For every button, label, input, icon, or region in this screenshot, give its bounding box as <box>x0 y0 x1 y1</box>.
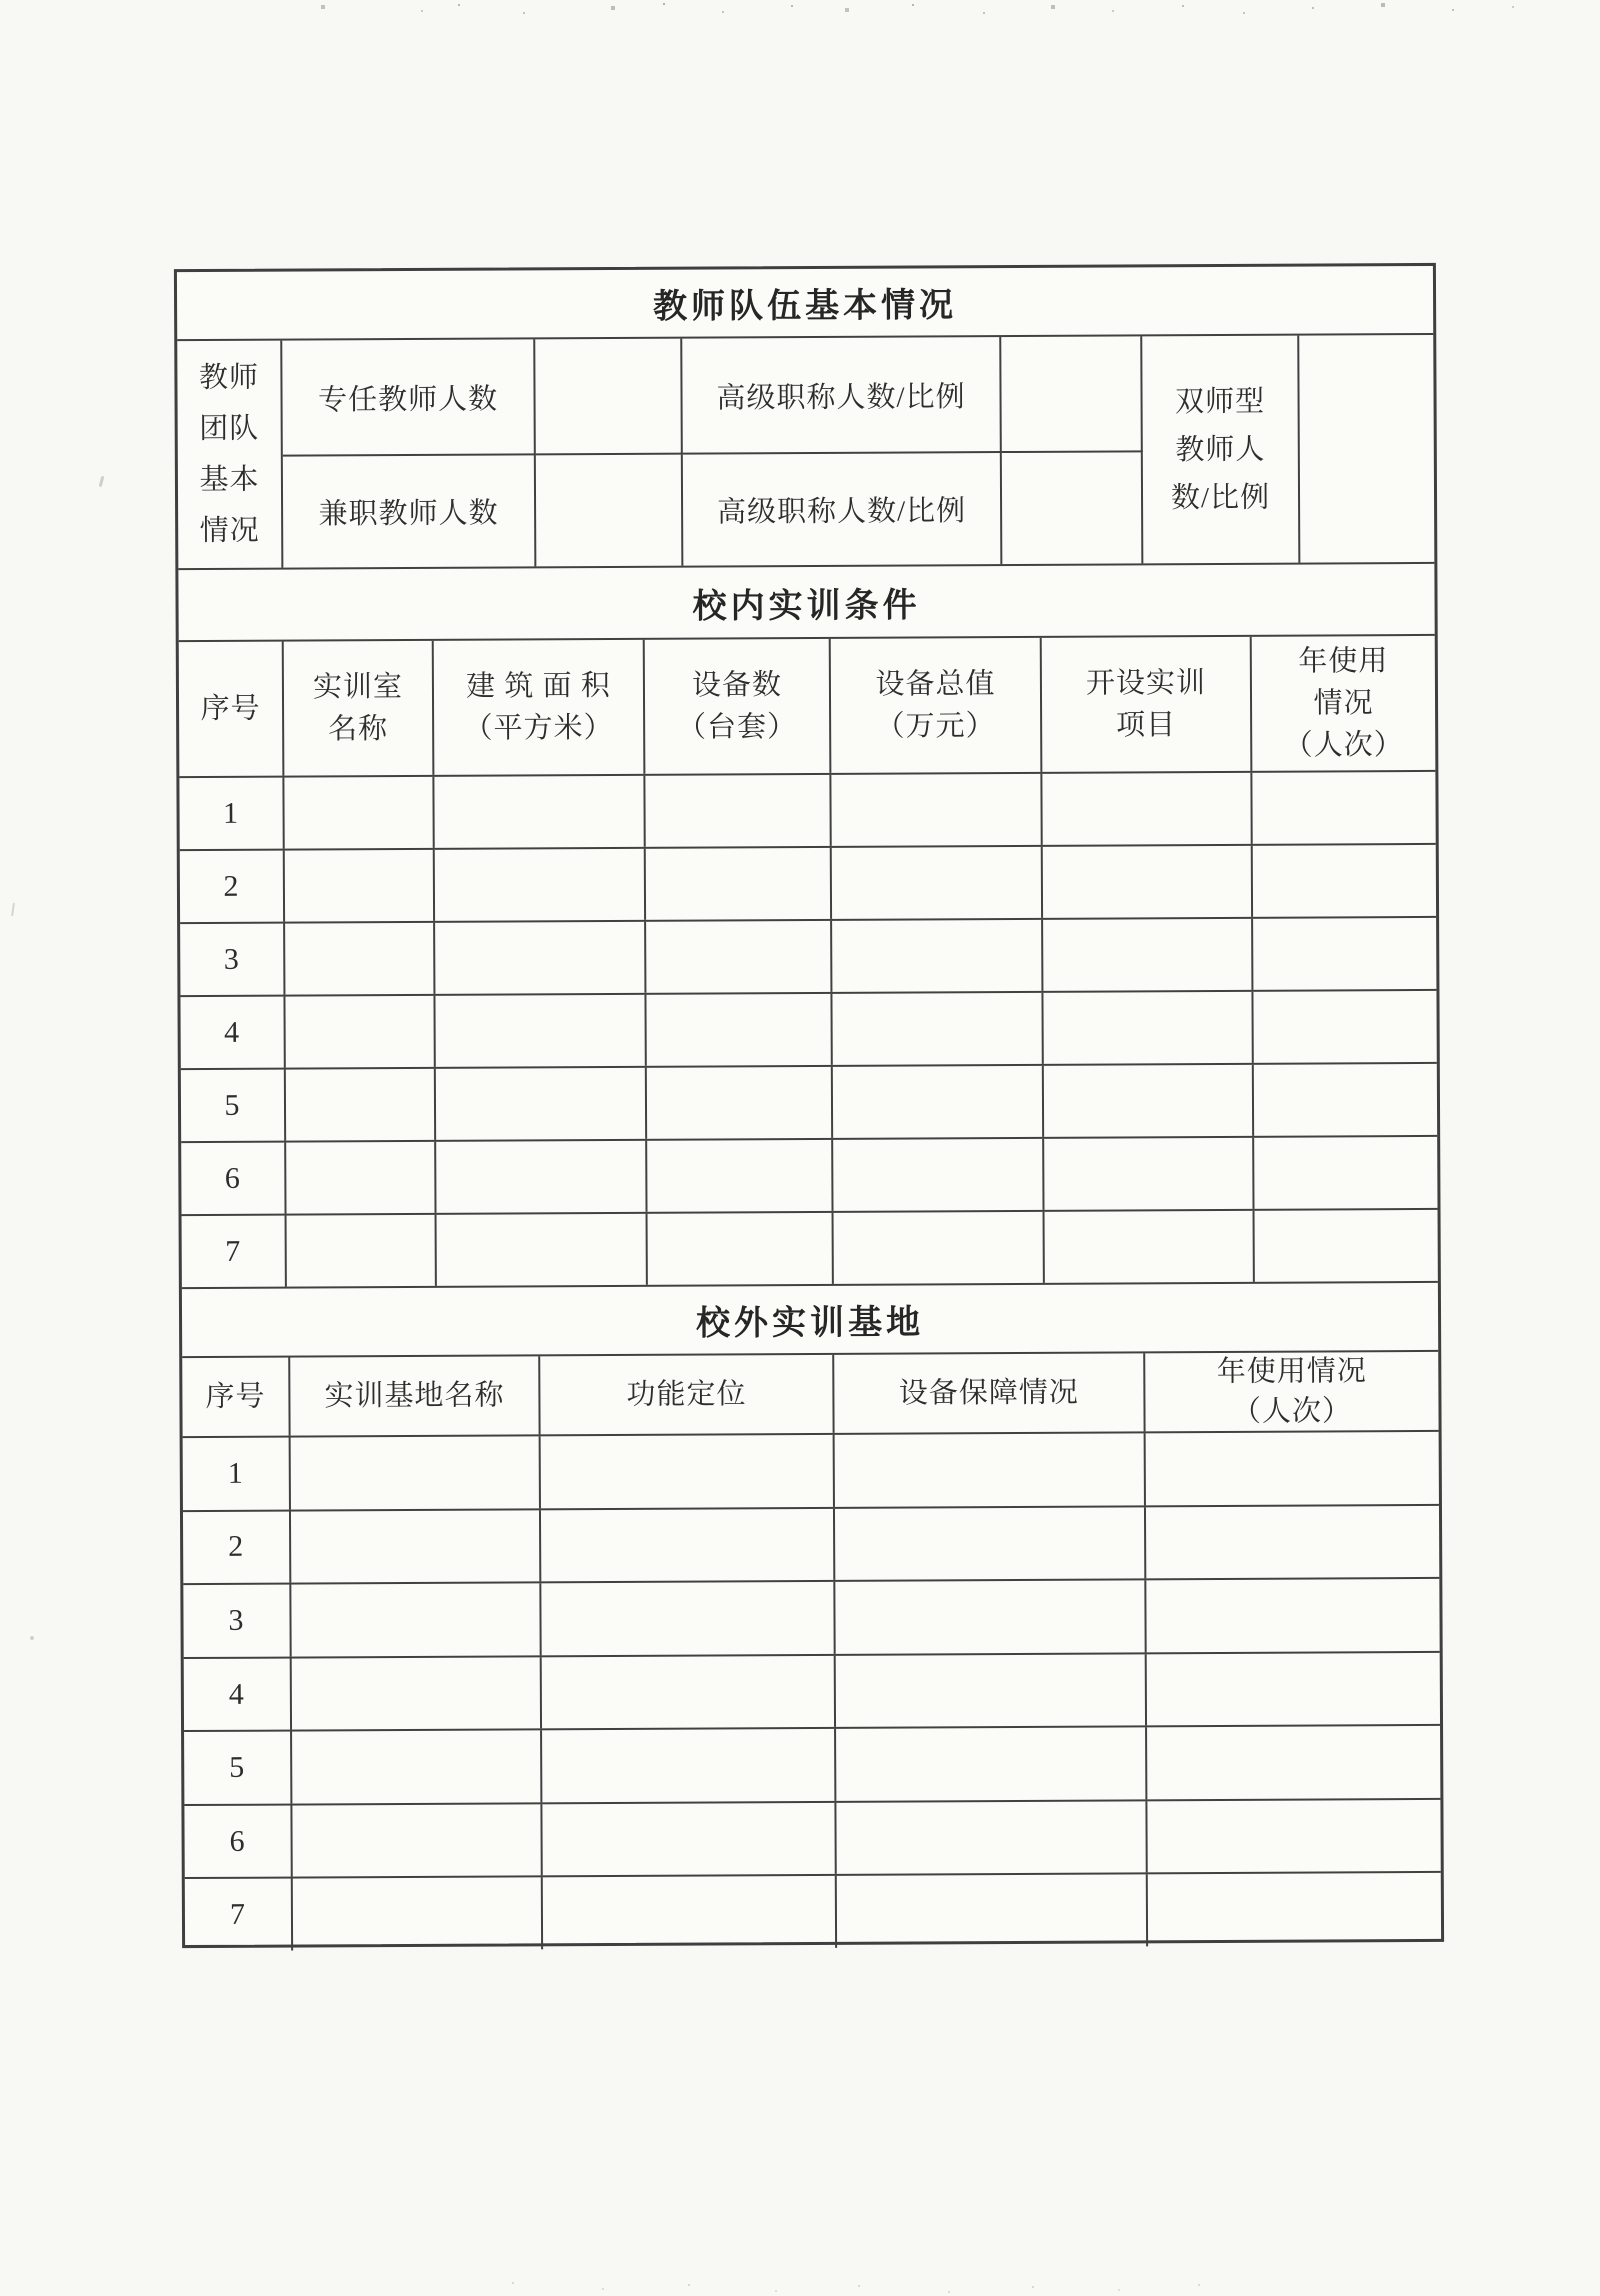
annual-usage-cell <box>1254 1064 1437 1136</box>
table-row <box>179 772 1435 851</box>
row-number-cell: 5 <box>184 1732 292 1804</box>
table-row <box>183 1506 1439 1586</box>
table-row <box>184 1653 1440 1733</box>
training-projects-cell <box>1043 919 1253 991</box>
room-name-cell <box>284 777 434 849</box>
header-seq: 序号 <box>182 1358 290 1437</box>
annual-usage-cell <box>1253 918 1436 990</box>
base-name-cell <box>292 1657 542 1730</box>
table-row <box>183 1432 1439 1512</box>
senior-title-ratio-value-cell-1 <box>1001 336 1143 453</box>
table-row <box>182 1210 1438 1287</box>
table-row <box>180 991 1436 1070</box>
part-time-teachers-label: 兼职教师人数 <box>283 455 537 567</box>
table-row <box>185 1873 1441 1951</box>
annual-usage-cell <box>1253 845 1436 917</box>
building-area-cell <box>436 1141 647 1213</box>
device-count-cell <box>646 921 832 993</box>
teacher-team-group-label <box>177 341 283 569</box>
form-table <box>174 263 1444 1948</box>
annual-usage-cell <box>1146 1432 1439 1505</box>
function-position-cell <box>541 1508 835 1581</box>
annual-usage-cell <box>1255 1210 1438 1282</box>
room-name-cell <box>286 1069 436 1141</box>
row-number-cell: 3 <box>180 924 285 996</box>
function-position-cell <box>541 1582 835 1655</box>
device-guarantee-cell <box>835 1433 1146 1506</box>
row-number-cell: 4 <box>180 997 285 1069</box>
senior-title-ratio-value-cell-2 <box>1002 452 1144 564</box>
on-campus-header-row <box>179 636 1436 778</box>
room-name-cell <box>286 1142 436 1214</box>
room-name-cell <box>285 850 435 922</box>
annual-usage-cell <box>1253 991 1436 1063</box>
table-row <box>184 1800 1440 1880</box>
header-seq: 序号 <box>179 642 285 777</box>
table-row <box>181 1064 1437 1143</box>
device-guarantee-cell <box>835 1507 1146 1580</box>
device-count-cell <box>646 994 832 1066</box>
annual-usage-cell <box>1146 1506 1439 1579</box>
header-annual-usage: 年使用情况 （人次） <box>1216 1355 1367 1428</box>
building-area-cell <box>435 995 646 1067</box>
row-number-cell: 2 <box>183 1511 291 1583</box>
base-name-cell <box>292 1731 542 1804</box>
room-name-cell <box>285 923 435 995</box>
senior-title-ratio-label-2: 高级职称人数/比例 <box>683 453 1003 566</box>
device-value-cell <box>831 774 1042 846</box>
header-base-name: 实训基地名称 <box>290 1356 540 1435</box>
annual-usage-cell <box>1147 1726 1440 1799</box>
building-area-cell <box>435 922 646 994</box>
table-row <box>181 1137 1437 1216</box>
table-row <box>183 1579 1439 1659</box>
teacher-team-group-label-lines: 教师 团队 基本 情况 <box>198 361 260 547</box>
header-device-guarantee: 设备保障情况 <box>834 1353 1145 1433</box>
training-projects-cell <box>1045 1211 1255 1283</box>
row-number-cell: 1 <box>183 1438 291 1510</box>
dual-qualified-teachers-label <box>1142 336 1300 564</box>
section-title-on-campus <box>178 564 1434 642</box>
training-projects-cell <box>1043 846 1253 918</box>
section-title-teacher-team <box>177 266 1433 341</box>
scan-artifact-mark <box>11 903 15 916</box>
scan-artifact-mark <box>30 1636 34 1640</box>
base-name-cell <box>291 1583 541 1656</box>
on-campus-rows <box>179 772 1437 1289</box>
annual-usage-cell <box>1147 1800 1440 1873</box>
building-area-cell <box>435 849 646 921</box>
row-number-cell: 1 <box>179 778 284 850</box>
off-campus-header-row <box>182 1352 1438 1438</box>
dual-qualified-label-lines: 双师型 教师人 数/比例 <box>1170 385 1271 514</box>
training-projects-cell <box>1044 1065 1254 1137</box>
device-value-cell <box>833 1139 1044 1211</box>
device-guarantee-cell <box>836 1801 1147 1874</box>
row-number-cell: 6 <box>184 1805 292 1877</box>
building-area-cell <box>434 776 645 848</box>
section-title-text: 校内实训条件 <box>692 586 921 626</box>
section-title-text: 教师队伍基本情况 <box>653 287 958 326</box>
section-title-text: 校外实训基地 <box>695 1304 925 1343</box>
header-annual-usage: 年使用 情况 （人次） <box>1283 645 1404 762</box>
row-number-cell: 7 <box>185 1879 293 1951</box>
scan-artifact-mark <box>99 476 105 487</box>
base-name-cell <box>291 1436 541 1509</box>
off-campus-rows <box>183 1432 1441 1951</box>
base-name-cell <box>291 1510 541 1583</box>
device-guarantee-cell <box>835 1581 1146 1654</box>
device-value-cell <box>834 1212 1045 1284</box>
section-title-off-campus <box>182 1283 1438 1358</box>
device-value-cell <box>832 993 1043 1065</box>
device-guarantee-cell <box>836 1728 1147 1801</box>
device-count-cell <box>648 1213 834 1285</box>
training-projects-cell <box>1043 992 1253 1064</box>
header-training-projects: 开设实训 项目 <box>1042 637 1253 772</box>
device-count-cell <box>647 1067 833 1139</box>
function-position-cell <box>542 1656 836 1729</box>
dual-qualified-value-cell <box>1299 335 1434 563</box>
function-position-cell <box>543 1876 837 1949</box>
full-time-teachers-value-cell <box>535 339 683 456</box>
training-projects-cell <box>1042 773 1252 845</box>
device-value-cell <box>832 847 1043 919</box>
row-number-cell: 6 <box>181 1143 286 1215</box>
building-area-cell <box>436 1068 647 1140</box>
table-row <box>180 918 1436 997</box>
header-room-name: 实训室 名称 <box>284 641 435 776</box>
row-number-cell: 2 <box>180 851 285 923</box>
header-device-count: 设备数 （台套） <box>645 639 832 774</box>
device-value-cell <box>832 920 1043 992</box>
building-area-cell <box>437 1214 648 1286</box>
device-guarantee-cell <box>836 1654 1147 1727</box>
base-name-cell <box>293 1878 543 1951</box>
annual-usage-cell <box>1252 772 1435 844</box>
annual-usage-cell <box>1254 1137 1437 1209</box>
annual-usage-cell <box>1146 1579 1439 1652</box>
table-row <box>184 1726 1440 1806</box>
function-position-cell <box>542 1803 836 1876</box>
header-building-area: 建 筑 面 积 （平方米） <box>434 640 646 775</box>
row-number-cell: 3 <box>183 1585 291 1657</box>
device-count-cell <box>647 1140 833 1212</box>
room-name-cell <box>287 1215 437 1287</box>
device-count-cell <box>645 775 831 847</box>
part-time-teachers-value-cell <box>536 455 684 567</box>
row-number-cell: 4 <box>184 1658 292 1730</box>
header-device-value: 设备总值 （万元） <box>831 638 1043 773</box>
row-number-cell: 5 <box>181 1070 286 1142</box>
device-guarantee-cell <box>837 1875 1148 1948</box>
scan-artifact-top-noise <box>0 0 2 2</box>
function-position-cell <box>542 1729 836 1802</box>
table-row <box>180 845 1436 924</box>
teacher-team-block <box>177 335 1434 570</box>
base-name-cell <box>292 1804 542 1877</box>
room-name-cell <box>285 996 435 1068</box>
full-time-teachers-label: 专任教师人数 <box>282 339 536 456</box>
device-value-cell <box>833 1066 1044 1138</box>
header-function-position: 功能定位 <box>540 1355 834 1434</box>
senior-title-ratio-label-1: 高级职称人数/比例 <box>682 337 1002 455</box>
scan-artifact-bottom-noise <box>0 0 2 2</box>
function-position-cell <box>541 1435 835 1508</box>
row-number-cell: 7 <box>182 1216 287 1288</box>
annual-usage-cell <box>1147 1653 1440 1726</box>
training-projects-cell <box>1044 1138 1254 1210</box>
annual-usage-cell <box>1148 1873 1441 1946</box>
device-count-cell <box>646 848 832 920</box>
